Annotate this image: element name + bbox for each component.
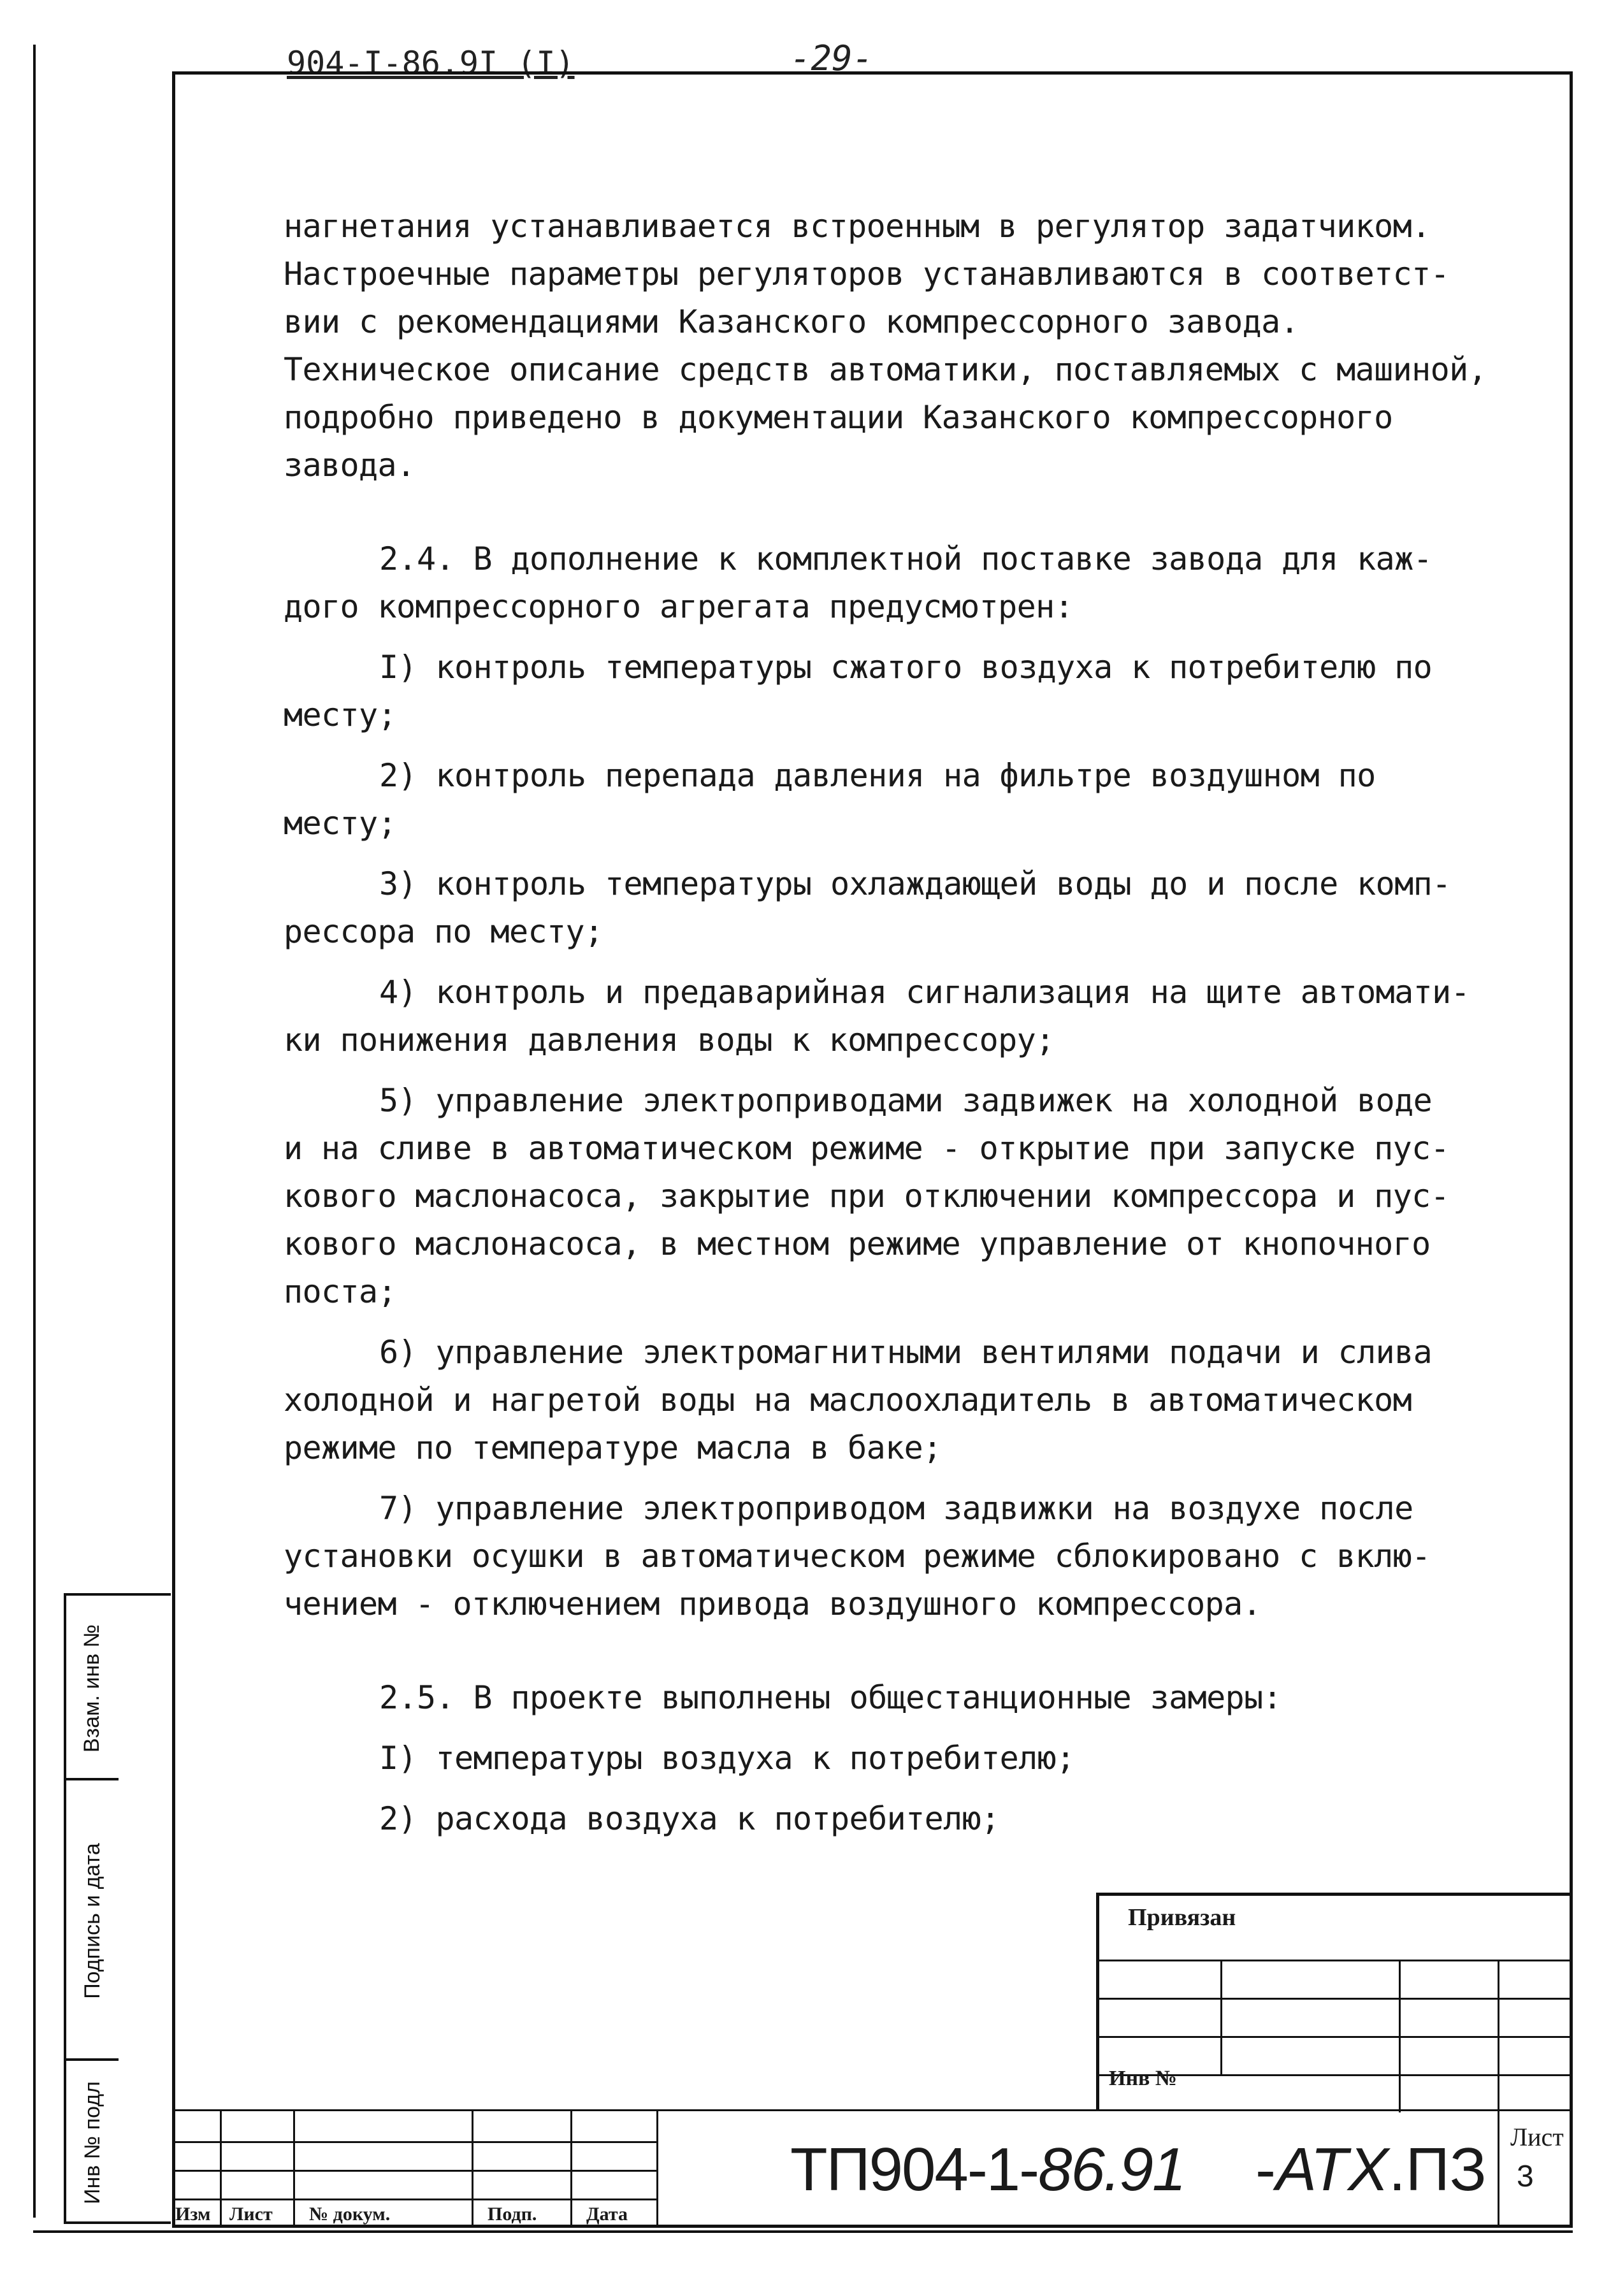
bottom-border-line <box>33 2230 1573 2233</box>
list-item-3: 3) контроль температуры охлаждающей воды до и после комп- <box>379 865 1451 902</box>
side-label-podpis-data: Подпись и дата <box>80 1842 105 1999</box>
document-code-pz: .ПЗ <box>1389 2135 1487 2204</box>
sheet-number: 3 <box>1517 2160 1534 2193</box>
title-block <box>172 2109 1573 2228</box>
measurement-item-1: I) температуры воздуха к потребителю; <box>379 1740 1075 1777</box>
text-line: подробно приведено в документации Казанского компрессорного <box>284 399 1393 436</box>
list-item-2: 2) контроль перепада давления на фильтре воздушном по <box>379 757 1376 794</box>
text-line: кового маслонасоса, в местном режиме управление от кнопочного <box>284 1225 1431 1262</box>
document-body-text <box>284 203 1545 1843</box>
side-label-vzam-inv: Взам. инв № <box>80 1624 105 1752</box>
page-number: -29- <box>790 38 874 78</box>
side-stamp-strip <box>64 1593 171 2224</box>
column-label-list: Лист <box>229 2204 273 2225</box>
text-line: ки понижения давления воды к компрессору; <box>284 1022 1055 1058</box>
binding-stamp-box <box>1096 1893 1573 2109</box>
text-line: кового маслонасоса, закрытие при отключении компрессора и пус- <box>284 1178 1450 1215</box>
list-item-1: I) контроль температуры сжатого воздуха к потребителю по <box>379 649 1433 686</box>
section-heading-2-4: 2.4. В дополнение к комплектной поставке завода для каж- <box>379 540 1433 577</box>
text-line: и на сливе в автоматическом режиме - открытие при запуске пус- <box>284 1130 1450 1167</box>
text-line: месту; <box>284 805 397 842</box>
text-line: режиме по температуре масла в баке; <box>284 1429 942 1466</box>
document-code-atx: АТХ <box>1275 2135 1389 2204</box>
text-line: рессора по месту; <box>284 913 603 950</box>
column-label-izm: Изм <box>175 2204 211 2225</box>
document-code <box>790 2135 1185 2205</box>
document-code-main: ТП904-1- <box>790 2135 1039 2204</box>
column-label-data: Дата <box>586 2204 628 2225</box>
text-line: завода. <box>284 447 415 484</box>
list-item-4: 4) контроль и предаварийная сигнализация на щите автомати- <box>379 974 1470 1011</box>
text-line: чением - отключением привода воздушного компрессора. <box>284 1585 1262 1622</box>
measurement-item-2: 2) расхода воздуха к потребителю; <box>379 1800 1000 1837</box>
stamp-title: Привязан <box>1128 1904 1236 1931</box>
text-line: месту; <box>284 697 397 733</box>
document-code-suffix <box>1255 2135 1487 2205</box>
list-item-7: 7) управление электроприводом задвижки на воздухе после <box>379 1490 1413 1527</box>
text-line: дого компрессорного агрегата предусмотрен: <box>284 588 1074 625</box>
column-label-podp: Подп. <box>488 2204 537 2225</box>
text-line: Техническое описание средств автоматики, поставляемых с машиной, <box>284 351 1487 388</box>
text-line: нагнетания устанавливается встроенным в регулятор задатчиком. <box>284 208 1431 245</box>
text-line: холодной и нагретой воды на маслоохладитель в автоматическом <box>284 1382 1412 1419</box>
text-line: вии с рекомендациями Казанского компрессорного завода. <box>284 303 1299 340</box>
column-label-dokum: № докум. <box>309 2204 391 2225</box>
text-line: Настроечные параметры регуляторов устанавливаются в соответст- <box>284 256 1450 292</box>
text-line: установки осушки в автоматическом режиме сблокировано с вклю- <box>284 1538 1431 1575</box>
section-heading-2-5: 2.5. В проекте выполнены общестанционные замеры: <box>379 1679 1282 1716</box>
stamp-inv-label: Инв № <box>1109 2067 1178 2090</box>
list-item-5: 5) управление электроприводами задвижек на холодной воде <box>379 1082 1433 1119</box>
document-code-dash: - <box>1255 2135 1276 2204</box>
outer-left-border-line <box>33 45 36 2218</box>
document-code-number: 86.91 <box>1038 2135 1185 2204</box>
sheet-label: Лист <box>1510 2123 1564 2151</box>
side-label-inv-podl: Инв № подл <box>80 2081 105 2204</box>
list-item-6: 6) управление электромагнитными вентилями подачи и слива <box>379 1334 1433 1371</box>
text-line: поста; <box>284 1273 397 1310</box>
header-document-code: 904-I-86.9I (I) <box>287 45 575 82</box>
